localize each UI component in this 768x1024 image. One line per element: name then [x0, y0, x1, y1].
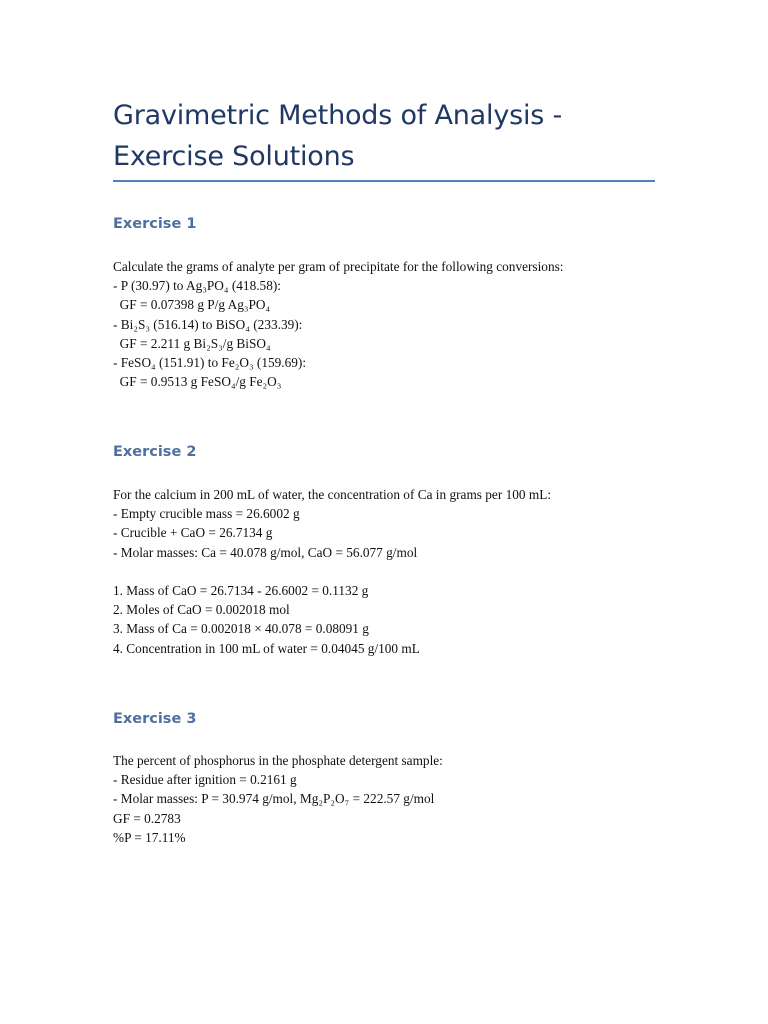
exercise-1-line: GF = 2.211 g Bi₂S₃/g BiSO₄ [113, 335, 271, 351]
exercise-3-line: - Molar masses: P = 30.974 g/mol, Mg₂P₂O₇ = 222.57 g/mol [113, 791, 435, 807]
exercise-1-body [113, 257, 673, 391]
title-underline-rule [113, 180, 655, 182]
exercise-2-step: 1. Mass of CaO = 26.7134 - 26.6002 = 0.1132 g [113, 582, 369, 598]
document-title [113, 95, 673, 177]
document-title-line-2: Exercise Solutions [113, 141, 355, 172]
exercise-2-heading: Exercise 2 [113, 444, 197, 460]
exercise-2-line: - Molar masses: Ca = 40.078 g/mol, CaO = 56.077 g/mol [113, 544, 418, 560]
exercise-3-line: - Residue after ignition = 0.2161 g [113, 772, 297, 788]
exercise-1-heading: Exercise 1 [113, 216, 197, 232]
exercise-2-step: 3. Mass of Ca = 0.002018 × 40.078 = 0.08091 g [113, 621, 369, 637]
exercise-3-line: %P = 17.11% [113, 829, 186, 845]
exercise-1-line: - FeSO₄ (151.91) to Fe₂O₃ (159.69): [113, 354, 307, 370]
exercise-1-line: - P (30.97) to Ag₃PO₄ (418.58): [113, 278, 281, 294]
exercise-1-line: Calculate the grams of analyte per gram of precipitate for the following conversions: [113, 259, 564, 274]
exercise-3-body [113, 751, 673, 847]
exercise-2-step: 4. Concentration in 100 mL of water = 0.04045 g/100 mL [113, 640, 420, 656]
exercise-2-blank-line [113, 562, 673, 581]
exercise-3-heading: Exercise 3 [113, 711, 197, 727]
exercise-1-line: GF = 0.9513 g FeSO₄/g Fe₂O₃ [113, 374, 282, 390]
exercise-2-body [113, 485, 673, 658]
exercise-2-line: - Empty crucible mass = 26.6002 g [113, 506, 300, 522]
document-title-line-1: Gravimetric Methods of Analysis - [113, 100, 563, 131]
exercise-2-step: 2. Moles of CaO = 0.002018 mol [113, 602, 290, 618]
exercise-2-line: For the calcium in 200 mL of water, the concentration of Ca in grams per 100 mL: [113, 487, 552, 502]
exercise-3-line: The percent of phosphorus in the phosphate detergent sample: [113, 753, 443, 768]
exercise-3-line: GF = 0.2783 [113, 810, 181, 826]
exercise-2-line: - Crucible + CaO = 26.7134 g [113, 525, 273, 541]
exercise-1-line: GF = 0.07398 g P/g Ag₃PO₄ [113, 297, 271, 313]
exercise-1-line: - Bi₂S₃ (516.14) to BiSO₄ (233.39): [113, 316, 303, 332]
